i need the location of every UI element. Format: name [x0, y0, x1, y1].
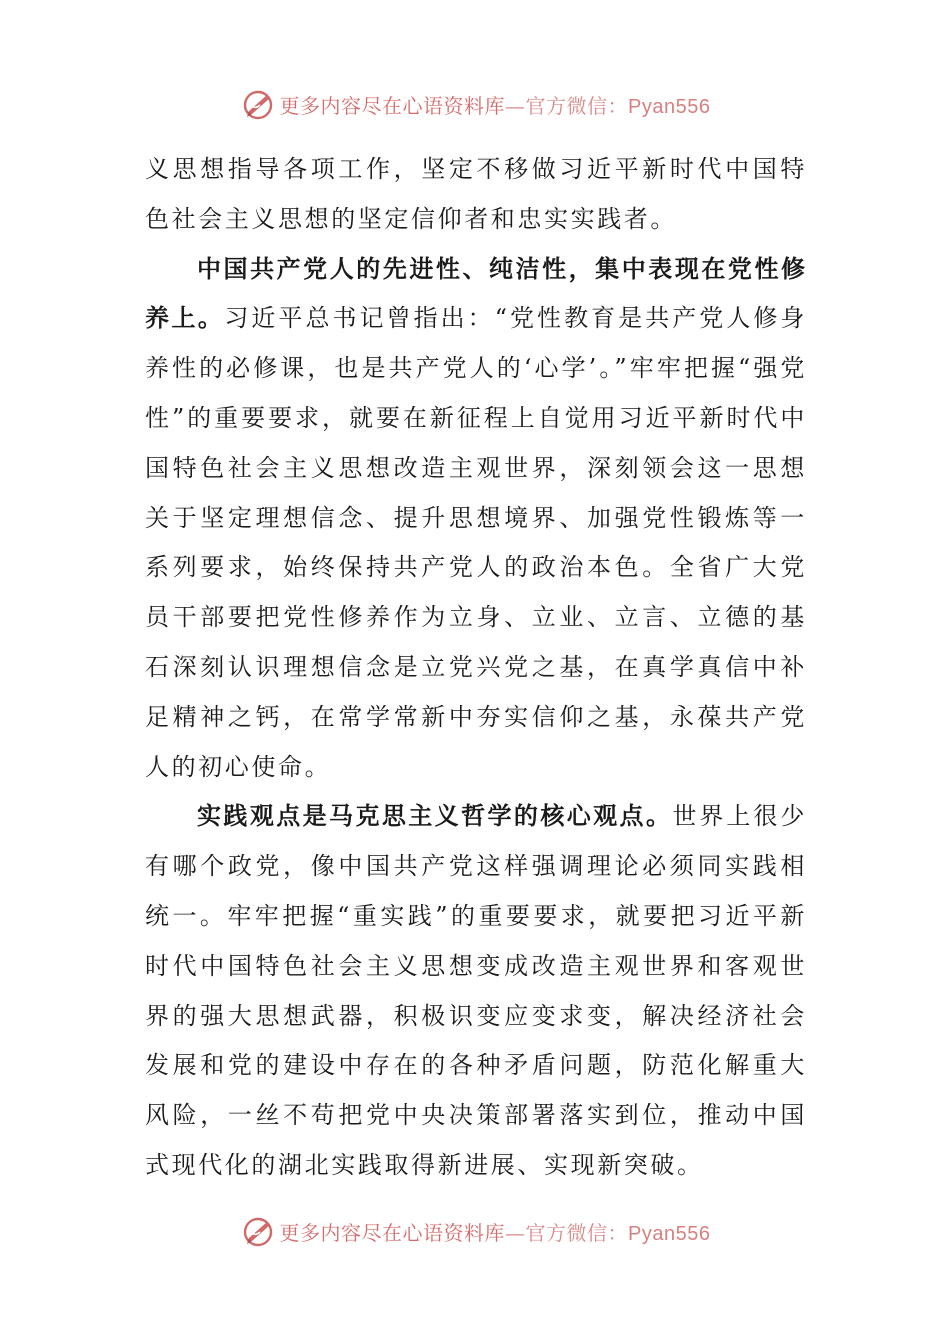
watermark-text: [280, 1217, 711, 1246]
watermark-brand: 更多内容尽在心语资料库: [279, 93, 506, 118]
paragraph-1-body: 义思想指导各项工作，坚定不移做习近平新时代中国特色社会主义思想的坚定信仰者和忠实实践者。: [145, 155, 807, 233]
document-body: [145, 145, 807, 1191]
paragraph-2-body: 习近平总书记曾指出：“党性教育是共产党人修身养性的必修课，也是共产党人的‘心学’。”牢牢把握“强党性”的重要要求，就要在新征程上自觉用习近平新时代中国特色社会主义思想改造主观世界，深刻领会这一思想关于坚定理想信念、提升思想境界、加强党性锻炼等一系列要求，始终保持共产党人的政治本色。全省广大党员干部要把党性修养作为立身、立业、立言、立德的基石深刻认识理想信念是立党兴党之基，在真学真信中补足精神之钙，在常学常新中夯实信仰之基，永葆共产党人的初心使命。: [145, 304, 808, 781]
watermark-wechat-label: 官方微信：: [525, 1220, 629, 1245]
watermark-text: [280, 90, 711, 119]
watermark-separator: —: [505, 1220, 526, 1245]
pen-seal-icon: [240, 86, 276, 122]
watermark-wechat-label: 官方微信：: [525, 93, 629, 118]
header-watermark-banner: [0, 82, 950, 126]
paragraph-3: [145, 792, 807, 1190]
footer-watermark-banner: [0, 1209, 950, 1253]
watermark-brand: 更多内容尽在心语资料库: [279, 1220, 506, 1245]
paragraph-3-lead: 实践观点是马克思主义哲学的核心观点。: [197, 802, 673, 831]
paragraph-2-lead: 中国共产党人的先进性、纯洁性，集中表现在党性修养上。: [145, 254, 807, 333]
paragraph-1: [145, 145, 807, 245]
watermark-wechat-id: Pyan556: [628, 95, 711, 118]
paragraph-3-body: 世界上很少有哪个政党，像中国共产党这样强调理论必须同实践相统一。牢牢把握“重实践”的重要要求，就要把习近平新时代中国特色社会主义思想变成改造主观世界和客观世界的强大思想武器，积极识变应变求变，解决经济社会发展和党的建设中存在的各种矛盾问题，防范化解重大风险，一丝不苟把党中央决策部署落实到位，推动中国式现代化的湖北实践取得新进展、实现新突破。: [145, 802, 808, 1179]
watermark-wechat-id: Pyan556: [628, 1222, 711, 1245]
paragraph-2: [145, 245, 807, 793]
watermark-separator: —: [505, 93, 526, 118]
pen-seal-icon: [240, 1213, 276, 1249]
